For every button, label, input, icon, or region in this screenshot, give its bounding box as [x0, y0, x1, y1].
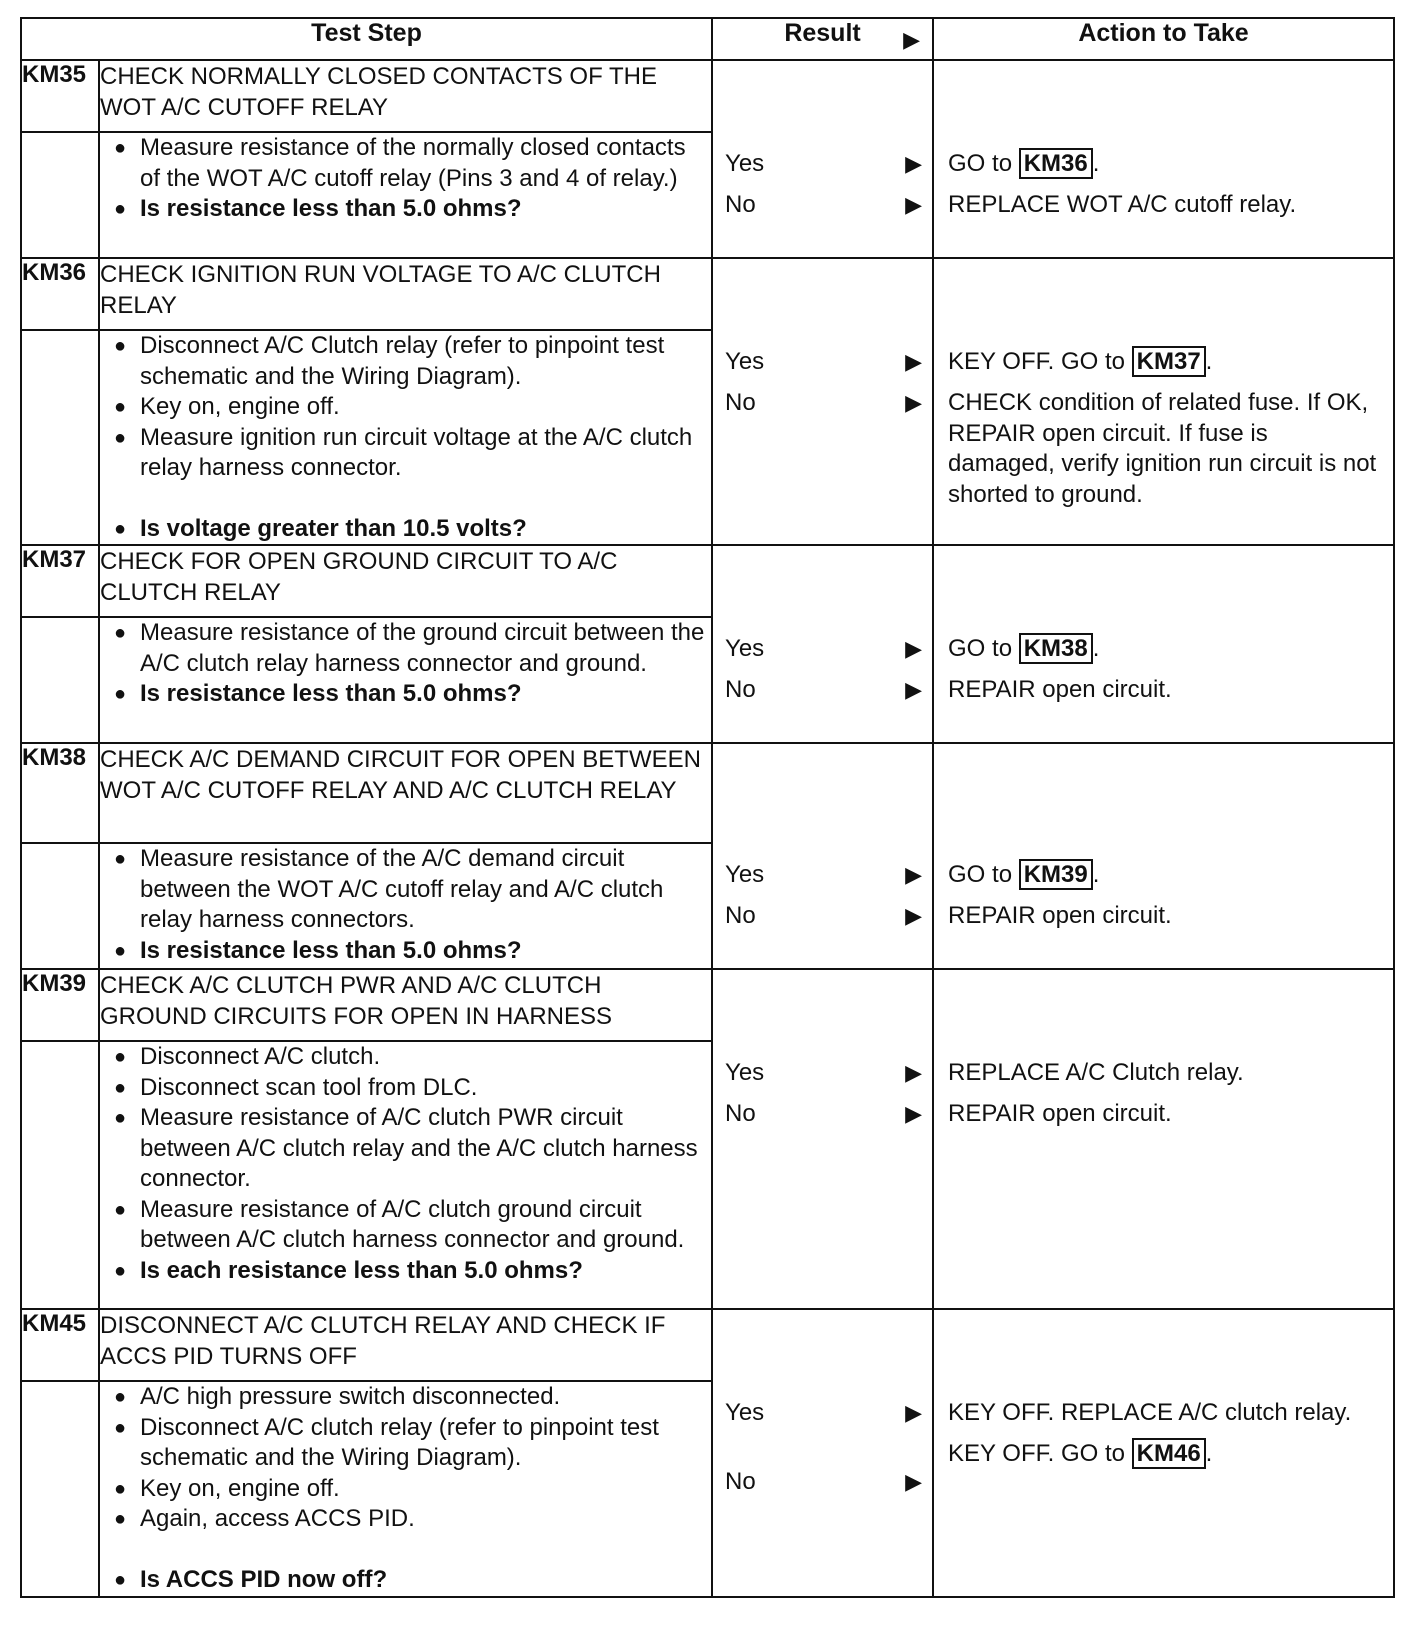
- action-label: REPAIR open circuit.: [948, 1100, 1172, 1127]
- step-reference-link[interactable]: KM37: [1132, 346, 1206, 377]
- result-yes: [713, 1392, 932, 1433]
- action-suffix: .: [1092, 635, 1100, 662]
- step-instruction: [100, 392, 711, 423]
- step-instructions: [99, 1041, 712, 1309]
- spacer: [713, 1310, 932, 1392]
- action-cell: [933, 743, 1394, 969]
- step-title: DISCONNECT A/C CLUTCH RELAY AND CHECK IF ACCS PID TURNS OFF: [99, 1309, 712, 1381]
- header-row: [21, 18, 1394, 60]
- step-id-spacer: [21, 1381, 99, 1597]
- instruction-text: Disconnect A/C clutch.: [140, 1043, 381, 1070]
- action-prefix: KEY OFF. GO to: [948, 348, 1125, 375]
- step-id: KM38: [21, 743, 99, 843]
- step-reference-link[interactable]: KM36: [1019, 148, 1093, 179]
- arrow-icon: ▶: [905, 192, 923, 217]
- step-title: CHECK A/C DEMAND CIRCUIT FOR OPEN BETWEEN WOT A/C CUTOFF RELAY AND A/C CLUTCH RELAY: [99, 743, 712, 843]
- step-instruction: [100, 618, 711, 679]
- result-no: [713, 184, 932, 225]
- bullet-icon: ●: [113, 335, 127, 357]
- action-suffix: .: [1092, 150, 1100, 177]
- step-title-row: [21, 545, 1394, 617]
- arrow-icon: ▶: [905, 1469, 923, 1494]
- step-id-spacer: [21, 617, 99, 743]
- step-id-spacer: [21, 330, 99, 545]
- action-text: [934, 1433, 1393, 1470]
- instruction-text: Measure ignition run circuit voltage at the A/C clutch relay harness connector.: [140, 423, 693, 481]
- action-text: [934, 895, 1393, 932]
- step-title-row: [21, 969, 1394, 1041]
- bullet-icon: ●: [113, 517, 127, 540]
- step-question: [100, 1565, 711, 1596]
- result-yes: [713, 628, 932, 669]
- step-id: KM36: [21, 258, 99, 330]
- action-prefix: KEY OFF. GO to: [948, 1440, 1125, 1467]
- result-yes-label: Yes: [725, 861, 765, 888]
- bullet-icon: ●: [113, 1386, 127, 1408]
- arrow-icon: ▶: [905, 903, 923, 928]
- bullet-icon: ●: [113, 1259, 127, 1282]
- instruction-text: Measure resistance of the A/C demand circuit between the WOT A/C cutoff relay and A/C clutch relay harness connectors.: [140, 845, 664, 933]
- instruction-text: Is resistance less than 5.0 ohms?: [140, 195, 522, 222]
- instruction-text: Is resistance less than 5.0 ohms?: [140, 936, 522, 964]
- action-text: [934, 382, 1393, 510]
- step-id-spacer: [21, 843, 99, 969]
- spacer: [934, 1310, 1393, 1392]
- result-cell: [712, 545, 933, 743]
- result-yes-label: Yes: [725, 150, 765, 177]
- spacer: [934, 744, 1393, 854]
- bullet-icon: ●: [113, 426, 127, 449]
- action-text: [934, 341, 1393, 382]
- instruction-text: Measure resistance of the normally closed contacts of the WOT A/C cutoff relay (Pins 3 and 4 of relay.): [140, 134, 686, 192]
- step-title-row: [21, 60, 1394, 132]
- result-no: [713, 1461, 932, 1502]
- instruction-text: Key on, engine off.: [140, 1474, 340, 1502]
- action-text: [934, 1392, 1393, 1433]
- bullet-icon: ●: [113, 1107, 127, 1129]
- bullet-icon: ●: [113, 1046, 127, 1068]
- spacer: [934, 546, 1393, 628]
- spacer: [934, 61, 1393, 143]
- action-cell: [933, 545, 1394, 743]
- step-id: KM35: [21, 60, 99, 132]
- arrow-icon: ▶: [905, 862, 923, 887]
- action-suffix: .: [1205, 1440, 1213, 1467]
- step-instructions: [99, 330, 712, 545]
- step-question: [100, 1256, 711, 1287]
- arrow-icon: ▶: [905, 1101, 923, 1126]
- result-cell: [712, 60, 933, 258]
- action-cell: [933, 1309, 1394, 1597]
- instruction-text: Measure resistance of A/C clutch PWR circuit between A/C clutch relay and the A/C clutch harness connector.: [140, 1104, 698, 1192]
- instruction-text: A/C high pressure switch disconnected.: [140, 1383, 561, 1410]
- arrow-icon: ▶: [905, 1060, 923, 1085]
- step-title-row: [21, 1309, 1394, 1381]
- header-result: [712, 18, 933, 60]
- step-instruction: [100, 1103, 711, 1195]
- step-question: [100, 679, 711, 710]
- step-reference-link[interactable]: KM46: [1132, 1438, 1206, 1469]
- result-no: [713, 382, 932, 423]
- result-cell: [712, 969, 933, 1309]
- step-title: CHECK NORMALLY CLOSED CONTACTS OF THE WOT A/C CUTOFF RELAY: [99, 60, 712, 132]
- step-instruction: [100, 331, 711, 392]
- step-title: CHECK A/C CLUTCH PWR AND A/C CLUTCH GROUND CIRCUITS FOR OPEN IN HARNESS: [99, 969, 712, 1041]
- bullet-icon: ●: [113, 1076, 127, 1099]
- step-instruction: [100, 1073, 711, 1104]
- action-suffix: .: [1092, 861, 1100, 888]
- spacer: [934, 259, 1393, 341]
- action-label: REPAIR open circuit.: [948, 676, 1172, 703]
- action-text: [934, 184, 1393, 221]
- arrow-icon: ▶: [905, 677, 923, 702]
- result-no-label: No: [725, 389, 756, 416]
- result-cell: [712, 1309, 933, 1597]
- action-text: [934, 143, 1393, 184]
- step-title: CHECK FOR OPEN GROUND CIRCUIT TO A/C CLUTCH RELAY: [99, 545, 712, 617]
- spacer: [100, 484, 711, 514]
- action-label: REPAIR open circuit.: [948, 902, 1172, 929]
- spacer: [934, 970, 1393, 1052]
- instruction-text: Key on, engine off.: [140, 393, 340, 420]
- action-label: REPLACE A/C Clutch relay.: [948, 1059, 1244, 1086]
- instruction-text: Disconnect A/C clutch relay (refer to pinpoint test schematic and the Wiring Diagram).: [140, 1413, 659, 1471]
- step-instruction: [100, 844, 711, 936]
- result-no-label: No: [725, 676, 756, 703]
- bullet-icon: ●: [113, 1477, 127, 1500]
- step-instruction: [100, 1382, 711, 1413]
- result-no: [713, 669, 932, 710]
- spacer: [713, 259, 932, 341]
- instruction-text: Disconnect A/C Clutch relay (refer to pinpoint test schematic and the Wiring Diagram).: [140, 332, 665, 390]
- step-instruction: [100, 1195, 711, 1256]
- spacer: [100, 1535, 711, 1565]
- bullet-icon: ●: [113, 198, 127, 220]
- arrow-icon: ▶: [905, 390, 923, 415]
- step-instruction: [100, 423, 711, 484]
- step-instruction: [100, 1042, 711, 1073]
- step-reference-link[interactable]: KM38: [1019, 633, 1093, 664]
- result-no-label: No: [725, 902, 756, 929]
- action-cell: [933, 969, 1394, 1309]
- arrow-icon: ▶: [903, 27, 921, 52]
- bullet-icon: ●: [113, 1198, 127, 1221]
- instruction-text: Measure resistance of A/C clutch ground circuit between A/C clutch harness connector and ground.: [140, 1195, 685, 1253]
- step-id: KM45: [21, 1309, 99, 1381]
- step-title: CHECK IGNITION RUN VOLTAGE TO A/C CLUTCH RELAY: [99, 258, 712, 330]
- bullet-icon: ●: [113, 683, 127, 705]
- step-instructions: [99, 1381, 712, 1597]
- step-instructions: [99, 132, 712, 258]
- step-instruction: [100, 133, 711, 194]
- result-cell: [712, 258, 933, 545]
- result-no: [713, 1093, 932, 1134]
- result-yes-label: Yes: [725, 1399, 765, 1426]
- arrow-icon: ▶: [905, 636, 923, 661]
- result-no-label: No: [725, 1468, 756, 1495]
- instruction-text: Disconnect scan tool from DLC.: [140, 1073, 478, 1101]
- step-id-spacer: [21, 132, 99, 258]
- arrow-icon: ▶: [905, 349, 923, 374]
- bullet-icon: ●: [113, 396, 127, 418]
- action-prefix: GO to: [948, 635, 1013, 662]
- spacer: [713, 61, 932, 143]
- result-yes: [713, 143, 932, 184]
- instruction-text: Is each resistance less than 5.0 ohms?: [140, 1256, 583, 1284]
- arrow-icon: ▶: [905, 1400, 923, 1425]
- action-label: REPLACE WOT A/C cutoff relay.: [948, 191, 1297, 218]
- step-instructions: [99, 843, 712, 969]
- spacer: [713, 744, 932, 854]
- step-question: [100, 514, 711, 545]
- result-no: [713, 895, 932, 936]
- step-title-row: [21, 258, 1394, 330]
- instruction-text: Is voltage greater than 10.5 volts?: [140, 514, 527, 542]
- spacer: [713, 546, 932, 628]
- step-question: [100, 194, 711, 225]
- instruction-text: Again, access ACCS PID.: [140, 1505, 415, 1532]
- result-yes: [713, 1052, 932, 1093]
- arrow-icon: ▶: [905, 151, 923, 176]
- action-prefix: GO to: [948, 150, 1013, 177]
- spacer: [713, 1433, 932, 1461]
- instruction-text: Measure resistance of the ground circuit between the A/C clutch relay harness connector and ground.: [140, 619, 705, 677]
- result-no-label: No: [725, 191, 756, 218]
- bullet-icon: ●: [113, 1508, 127, 1530]
- step-title-row: [21, 743, 1394, 843]
- action-prefix: GO to: [948, 861, 1013, 888]
- bullet-icon: ●: [113, 1568, 127, 1591]
- action-text: [934, 854, 1393, 895]
- result-yes-label: Yes: [725, 1059, 765, 1086]
- bullet-icon: ●: [113, 1416, 127, 1439]
- result-cell: [712, 743, 933, 969]
- action-label: CHECK condition of related fuse. If OK, REPAIR open circuit. If fuse is damaged, verify ignition run circuit is not shorted to ground.: [948, 389, 1377, 508]
- step-reference-link[interactable]: KM39: [1019, 859, 1093, 890]
- bullet-icon: ●: [113, 137, 127, 159]
- bullet-icon: ●: [113, 848, 127, 870]
- result-yes-label: Yes: [725, 348, 765, 375]
- action-cell: [933, 60, 1394, 258]
- bullet-icon: ●: [113, 622, 127, 644]
- header-result-label: Result: [784, 19, 861, 47]
- instruction-text: Is ACCS PID now off?: [140, 1565, 388, 1593]
- action-text: [934, 1093, 1393, 1130]
- step-instruction: [100, 1504, 711, 1535]
- header-action: Action to Take: [933, 18, 1394, 60]
- action-text: [934, 1052, 1393, 1093]
- step-instructions: [99, 617, 712, 743]
- action-text: [934, 628, 1393, 669]
- action-suffix: .: [1205, 348, 1213, 375]
- instruction-text: Is resistance less than 5.0 ohms?: [140, 680, 522, 707]
- result-yes: [713, 854, 932, 895]
- action-cell: [933, 258, 1394, 545]
- step-question: [100, 936, 711, 967]
- step-instruction: [100, 1413, 711, 1474]
- action-label: KEY OFF. REPLACE A/C clutch relay.: [948, 1399, 1352, 1426]
- step-id: KM39: [21, 969, 99, 1041]
- spacer: [713, 970, 932, 1052]
- step-id-spacer: [21, 1041, 99, 1309]
- result-no-label: No: [725, 1100, 756, 1127]
- step-instruction: [100, 1474, 711, 1505]
- step-id: KM37: [21, 545, 99, 617]
- bullet-icon: ●: [113, 939, 127, 962]
- result-yes: [713, 341, 932, 382]
- test-step-table: [20, 17, 1395, 1598]
- result-yes-label: Yes: [725, 635, 765, 662]
- action-text: [934, 669, 1393, 706]
- header-test-step: Test Step: [21, 18, 712, 60]
